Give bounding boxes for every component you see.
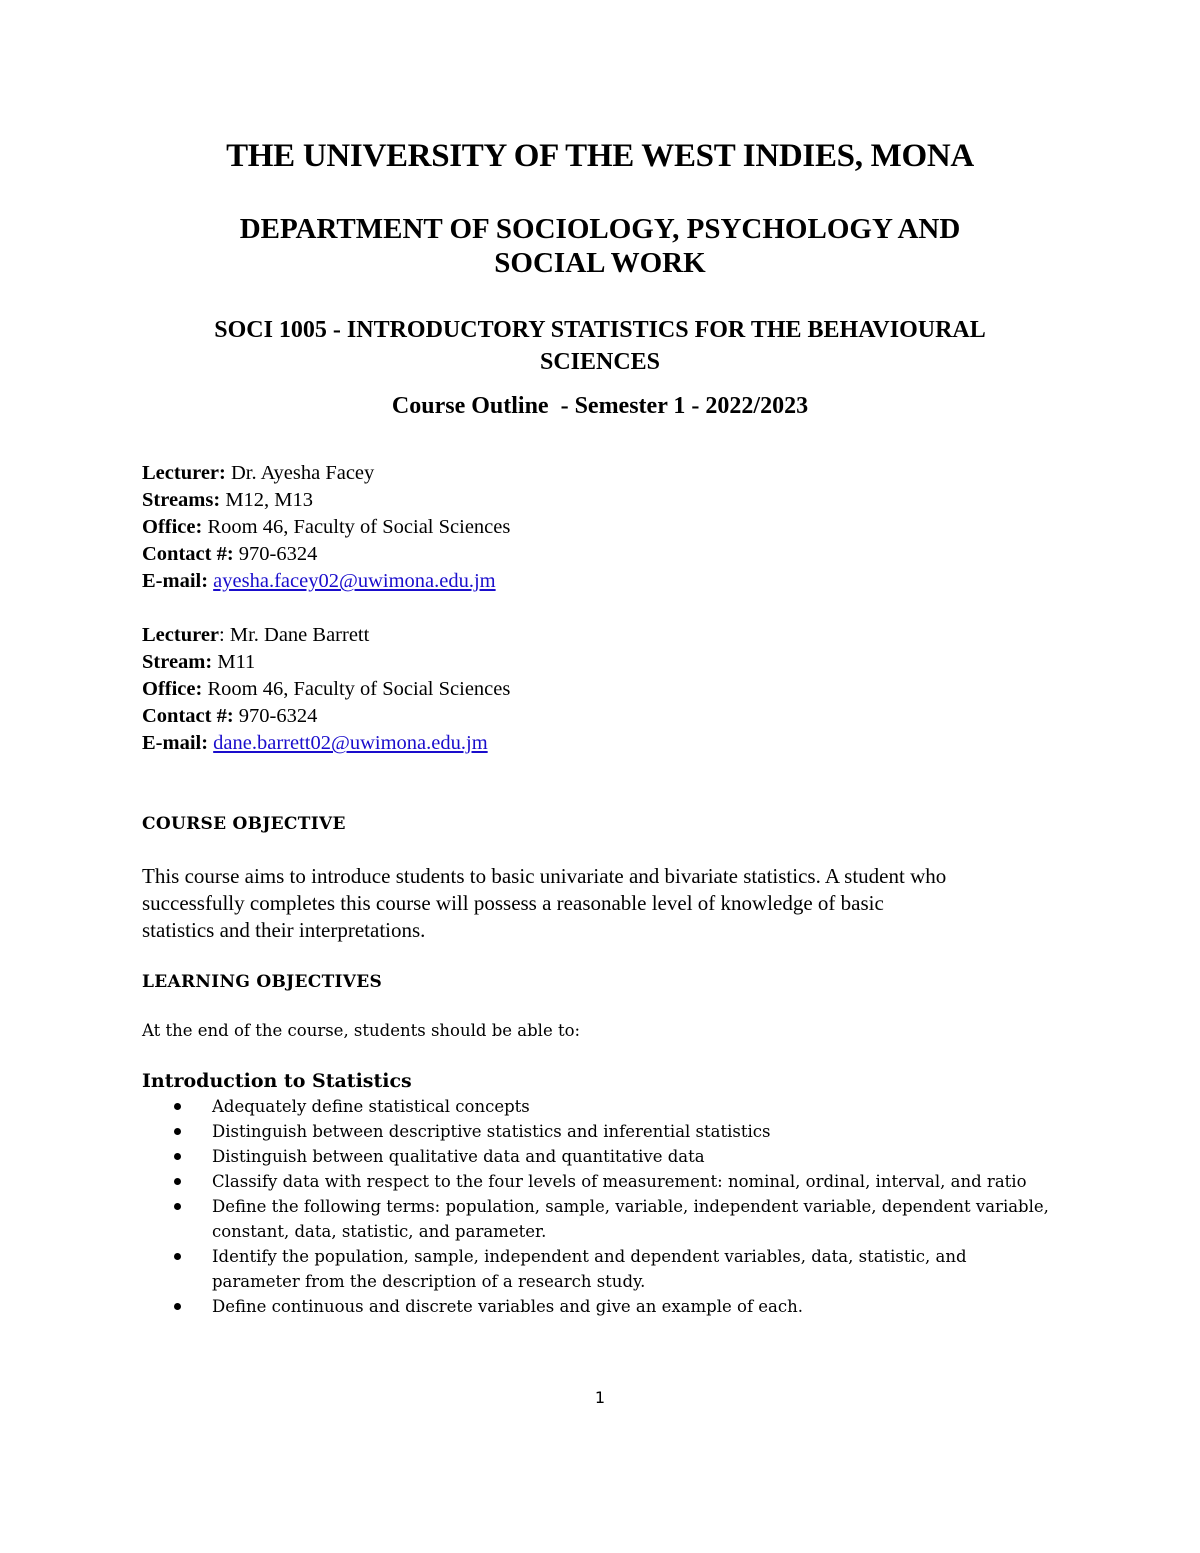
office-value: Room 46, Faculty of Social Sciences — [202, 678, 511, 700]
course-objective-paragraph — [142, 863, 1062, 944]
email-link[interactable]: dane.barrett02@uwimona.edu.jm — [213, 732, 488, 754]
list-item-text: Define the following terms: population, sample, variable, independent variable, dependent variable, constant, data, statistic, and parameter. — [212, 1197, 1049, 1241]
contact-row — [142, 703, 1062, 730]
contact-label: Contact #: — [142, 705, 234, 727]
list-item — [142, 1194, 1052, 1244]
contact-value: 970-6324 — [233, 705, 318, 727]
list-item-text: Distinguish between qualitative data and quantitative data — [212, 1147, 705, 1166]
email-row — [142, 730, 1062, 757]
lecturer-info-block — [142, 622, 1062, 757]
lecturer-info-block — [142, 460, 1062, 595]
course-title — [0, 314, 1200, 378]
office-label: Office: — [142, 516, 203, 538]
stream-label: Stream: — [142, 651, 213, 673]
learning-objectives-intro: At the end of the course, students should be able to: — [142, 1021, 581, 1040]
email-row — [142, 568, 1062, 595]
contact-value: 970-6324 — [233, 543, 318, 565]
bullet-icon — [174, 1128, 181, 1135]
department-title-line2: SOCIAL WORK — [494, 247, 706, 279]
list-item — [142, 1094, 1052, 1119]
bullet-icon — [174, 1203, 181, 1210]
list-item-text: Classify data with respect to the four levels of measurement: nominal, ordinal, interval, and ratio — [212, 1172, 1027, 1191]
lecturer-name: Dr. Ayesha Facey — [225, 462, 375, 484]
contact-label: Contact #: — [142, 543, 234, 565]
lecturer-row — [142, 622, 1062, 649]
email-label: E-mail: — [142, 570, 209, 592]
list-item-text: Identify the population, sample, independent and dependent variables, data, statistic, and parameter from the description of a research study. — [212, 1247, 967, 1291]
university-title: THE UNIVERSITY OF THE WEST INDIES, MONA — [226, 138, 974, 174]
course-objective-heading: COURSE OBJECTIVE — [142, 814, 346, 834]
learning-objectives-list — [142, 1094, 1052, 1319]
bullet-icon — [174, 1178, 181, 1185]
list-item-text: Distinguish between descriptive statistics and inferential statistics — [212, 1122, 771, 1141]
course-title-line2: SCIENCES — [539, 349, 661, 375]
office-label: Office: — [142, 678, 203, 700]
streams-value: M12, M13 — [220, 489, 314, 511]
bullet-icon — [174, 1303, 181, 1310]
course-outline-subtitle: Course Outline - Semester 1 - 2022/2023 — [391, 393, 809, 419]
lecturer-name: : Mr. Dane Barrett — [219, 624, 370, 646]
list-item — [142, 1244, 1052, 1294]
list-item-text: Adequately define statistical concepts — [212, 1097, 530, 1116]
bullet-icon — [174, 1253, 181, 1260]
list-item — [142, 1294, 1052, 1319]
office-row — [142, 514, 1062, 541]
department-title — [0, 212, 1200, 280]
email-link[interactable]: ayesha.facey02@uwimona.edu.jm — [213, 570, 496, 592]
page-number: 1 — [594, 1388, 606, 1407]
office-value: Room 46, Faculty of Social Sciences — [202, 516, 511, 538]
list-item-text: Define continuous and discrete variables and give an example of each. — [212, 1297, 804, 1316]
office-row — [142, 676, 1062, 703]
stream-row — [142, 649, 1062, 676]
email-label: E-mail: — [142, 732, 209, 754]
bullet-icon — [174, 1103, 181, 1110]
lecturer-label: Lecturer — [142, 624, 220, 646]
lecturer-label: Lecturer: — [142, 462, 226, 484]
stream-value: M11 — [212, 651, 256, 673]
streams-label: Streams: — [142, 489, 221, 511]
course-title-line1: SOCI 1005 - INTRODUCTORY STATISTICS FOR THE BEHAVIOURAL — [214, 317, 986, 343]
paragraph-line: This course aims to introduce students to basic univariate and bivariate statistics. A student who — [142, 864, 947, 888]
contact-row — [142, 541, 1062, 568]
list-item — [142, 1144, 1052, 1169]
streams-row — [142, 487, 1062, 514]
list-item — [142, 1119, 1052, 1144]
department-title-line1: DEPARTMENT OF SOCIOLOGY, PSYCHOLOGY AND — [239, 213, 961, 245]
paragraph-line: successfully completes this course will possess a reasonable level of knowledge of basic — [142, 891, 884, 915]
section-title: Introduction to Statistics — [142, 1070, 412, 1092]
learning-objectives-heading: LEARNING OBJECTIVES — [142, 972, 383, 992]
paragraph-line: statistics and their interpretations. — [142, 918, 426, 942]
lecturer-row — [142, 460, 1062, 487]
bullet-icon — [174, 1153, 181, 1160]
list-item — [142, 1169, 1052, 1194]
